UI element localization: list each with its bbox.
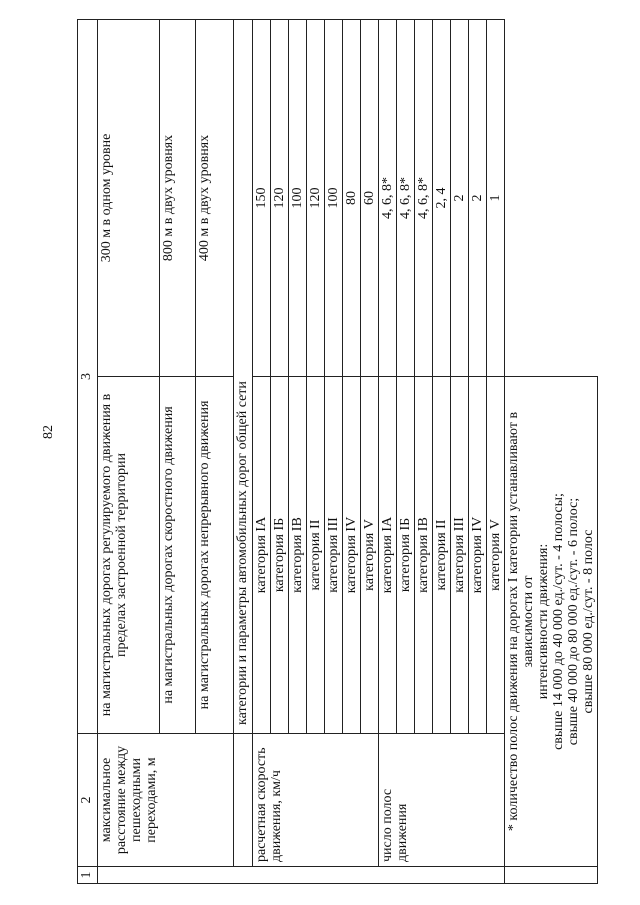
blank-cell — [234, 734, 253, 867]
footnote-line: свыше 40 000 до 80 000 ед./сут. - 6 полос; — [566, 497, 581, 746]
distance-condition: на магистральных дорогах непрерывного движения — [196, 377, 234, 734]
lanes-value: 4, 6, 8* — [397, 20, 415, 377]
lanes-value: 2, 4 — [433, 20, 451, 377]
footnote-line: интенсивности движения: — [536, 543, 551, 700]
speed-category: категория III — [325, 377, 343, 734]
speed-value: 100 — [325, 20, 343, 377]
lanes-category: категория III — [451, 377, 469, 734]
speed-category: категория V — [361, 377, 379, 734]
footnote — [505, 377, 598, 867]
distance-label: максимальное расстояние между пешеходными переходами, м — [98, 734, 234, 867]
footnote-line: свыше 14 000 до 40 000 ед./сут. - 4 полосы; — [551, 493, 566, 750]
table-row — [234, 20, 253, 884]
speed-value: 60 — [361, 20, 379, 377]
distance-value: 400 м в двух уровнях — [196, 20, 234, 377]
lanes-value: 4, 6, 8* — [415, 20, 433, 377]
lanes-category: категория IV — [469, 377, 487, 734]
table-header-row — [78, 20, 98, 884]
distance-condition: на магистральных дорогах регулируемого движения в пределах застроенной территории — [98, 377, 160, 734]
empty-col-1 — [98, 867, 505, 884]
rotated-table-container — [77, 19, 596, 884]
speed-label: расчетная скорость движения, км/ч — [253, 734, 379, 867]
lanes-value: 2 — [451, 20, 469, 377]
header-col-2: 2 — [78, 734, 98, 867]
lanes-category: категория II — [433, 377, 451, 734]
speed-value: 100 — [289, 20, 307, 377]
speed-category: категория II — [307, 377, 325, 734]
table-row — [379, 20, 397, 884]
table-row — [98, 20, 160, 884]
footnote-row — [505, 20, 598, 884]
lanes-category: категория IБ — [397, 377, 415, 734]
lanes-value: 4, 6, 8* — [379, 20, 397, 377]
speed-category: категория IА — [253, 377, 271, 734]
lanes-label: число полос движения — [379, 734, 505, 867]
lanes-category: категория V — [487, 377, 505, 734]
header-col-3: 3 — [78, 20, 98, 734]
categories-header: категории и параметры автомобильных дорог общей сети — [234, 20, 253, 734]
header-col-1: 1 — [78, 867, 98, 884]
lanes-category: категория IА — [379, 377, 397, 734]
speed-value: 120 — [271, 20, 289, 377]
footnote-line: * количество полос движения на дорогах I категории устанавливают в зависимости от — [506, 411, 536, 832]
speed-value: 120 — [307, 20, 325, 377]
speed-category: категория IБ — [271, 377, 289, 734]
distance-value: 800 м в двух уровнях — [160, 20, 196, 377]
speed-value: 150 — [253, 20, 271, 377]
speed-category: категория IВ — [289, 377, 307, 734]
speed-category: категория IV — [343, 377, 361, 734]
table-row — [253, 20, 271, 884]
distance-value: 300 м в одном уровне — [98, 20, 160, 377]
lanes-value: 2 — [469, 20, 487, 377]
page-number: 82 — [41, 425, 56, 439]
parameters-table — [77, 19, 598, 884]
speed-value: 80 — [343, 20, 361, 377]
distance-condition: на магистральных дорогах скоростного движения — [160, 377, 196, 734]
footnote-line: свыше 80 000 ед./сут. - 8 полос — [581, 529, 596, 714]
lanes-category: категория IВ — [415, 377, 433, 734]
blank-cell — [505, 867, 598, 884]
lanes-value: 1 — [487, 20, 505, 377]
